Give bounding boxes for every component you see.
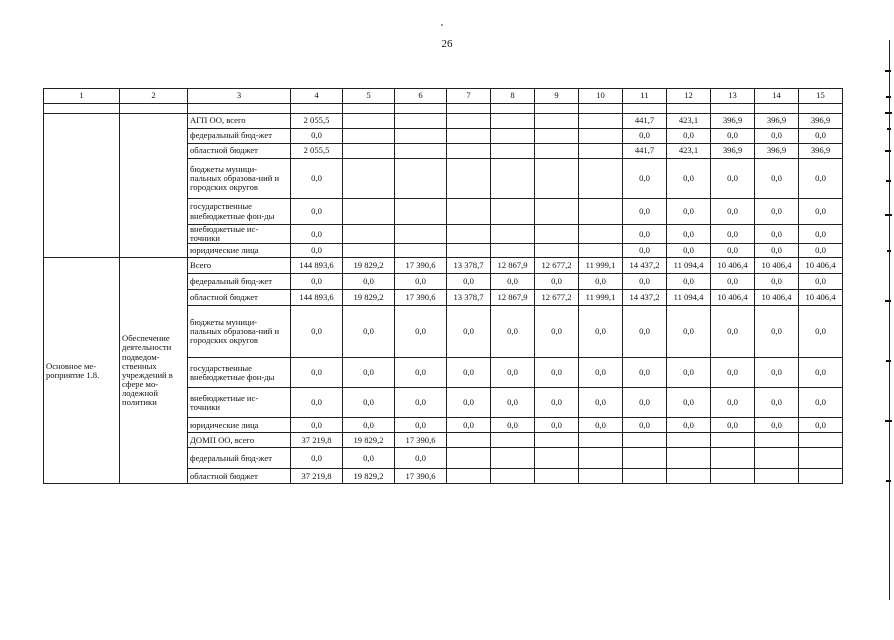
value-cell bbox=[623, 433, 667, 448]
value-cell: 0,0 bbox=[623, 159, 667, 199]
value-cell: 17 390,6 bbox=[395, 290, 447, 306]
value-cell bbox=[755, 448, 799, 469]
value-cell bbox=[535, 225, 579, 244]
value-cell: 396,9 bbox=[711, 114, 755, 129]
value-cell: 0,0 bbox=[491, 274, 535, 290]
value-cell bbox=[491, 225, 535, 244]
value-cell bbox=[343, 225, 395, 244]
value-cell bbox=[395, 114, 447, 129]
value-cell bbox=[491, 469, 535, 484]
value-cell: 11 094,4 bbox=[667, 290, 711, 306]
value-cell: 0,0 bbox=[667, 244, 711, 258]
value-cell bbox=[579, 199, 623, 225]
source-label: юридические лица bbox=[188, 244, 291, 258]
header-cell: 8 bbox=[491, 89, 535, 104]
value-cell: 0,0 bbox=[291, 244, 343, 258]
value-cell bbox=[491, 144, 535, 159]
value-cell: 423,1 bbox=[667, 144, 711, 159]
value-cell: 0,0 bbox=[799, 388, 843, 418]
value-cell: 0,0 bbox=[343, 418, 395, 433]
value-cell bbox=[447, 448, 491, 469]
value-cell bbox=[579, 448, 623, 469]
value-cell: 19 829,2 bbox=[343, 469, 395, 484]
value-cell bbox=[667, 469, 711, 484]
value-cell bbox=[491, 448, 535, 469]
source-label: областной бюджет bbox=[188, 469, 291, 484]
value-cell bbox=[579, 433, 623, 448]
value-cell: 37 219,8 bbox=[291, 469, 343, 484]
value-cell bbox=[535, 433, 579, 448]
blank-row bbox=[44, 104, 843, 114]
value-cell: 12 677,2 bbox=[535, 290, 579, 306]
value-cell: 0,0 bbox=[291, 388, 343, 418]
value-cell bbox=[343, 244, 395, 258]
value-cell: 19 829,2 bbox=[343, 433, 395, 448]
value-cell bbox=[395, 225, 447, 244]
value-cell: 0,0 bbox=[491, 388, 535, 418]
value-cell: 0,0 bbox=[291, 225, 343, 244]
value-cell: 13 378,7 bbox=[447, 290, 491, 306]
value-cell: 0,0 bbox=[343, 448, 395, 469]
header-cell: 4 bbox=[291, 89, 343, 104]
value-cell: 0,0 bbox=[623, 418, 667, 433]
source-label: юридические лица bbox=[188, 418, 291, 433]
value-cell: 10 406,4 bbox=[755, 290, 799, 306]
value-cell: 396,9 bbox=[799, 144, 843, 159]
value-cell: 0,0 bbox=[799, 358, 843, 388]
value-cell: 0,0 bbox=[623, 274, 667, 290]
source-label: бюджеты муници-пальных образова-ний и городских округов bbox=[188, 159, 291, 199]
header-cell: 10 bbox=[579, 89, 623, 104]
value-cell: 0,0 bbox=[447, 418, 491, 433]
value-cell: 0,0 bbox=[491, 358, 535, 388]
value-cell: 0,0 bbox=[667, 306, 711, 358]
value-cell: 0,0 bbox=[447, 274, 491, 290]
value-cell: 0,0 bbox=[755, 244, 799, 258]
scan-edge-marks bbox=[882, 0, 894, 640]
value-cell: 37 219,8 bbox=[291, 433, 343, 448]
value-cell: 0,0 bbox=[667, 225, 711, 244]
value-cell: 0,0 bbox=[623, 244, 667, 258]
value-cell bbox=[579, 225, 623, 244]
measure-purpose: Обеспечение деятельности подведом-ственных учреждений в сфере мо-лодежной политики bbox=[120, 258, 188, 484]
source-label: федеральный бюд-жет bbox=[188, 129, 291, 144]
value-cell: 0,0 bbox=[623, 306, 667, 358]
value-cell bbox=[447, 244, 491, 258]
value-cell bbox=[491, 199, 535, 225]
value-cell bbox=[491, 129, 535, 144]
value-cell: 423,1 bbox=[667, 114, 711, 129]
value-cell bbox=[799, 433, 843, 448]
value-cell: 10 406,4 bbox=[711, 258, 755, 274]
value-cell: 0,0 bbox=[291, 306, 343, 358]
value-cell: 2 055,5 bbox=[291, 114, 343, 129]
value-cell: 0,0 bbox=[711, 306, 755, 358]
budget-table bbox=[43, 88, 843, 484]
value-cell bbox=[667, 433, 711, 448]
value-cell: 0,0 bbox=[447, 358, 491, 388]
source-label: ДОМП ОО, всего bbox=[188, 433, 291, 448]
value-cell bbox=[799, 469, 843, 484]
value-cell: 0,0 bbox=[755, 388, 799, 418]
value-cell: 0,0 bbox=[711, 129, 755, 144]
value-cell: 10 406,4 bbox=[755, 258, 799, 274]
value-cell bbox=[395, 199, 447, 225]
value-cell bbox=[395, 144, 447, 159]
value-cell: 0,0 bbox=[623, 225, 667, 244]
header-cell: 6 bbox=[395, 89, 447, 104]
source-label: бюджеты муници-пальных образова-ний и городских округов bbox=[188, 306, 291, 358]
value-cell: 396,9 bbox=[755, 114, 799, 129]
value-cell: 144 893,6 bbox=[291, 290, 343, 306]
header-cell: 7 bbox=[447, 89, 491, 104]
source-label: федеральный бюд-жет bbox=[188, 274, 291, 290]
value-cell: 0,0 bbox=[799, 306, 843, 358]
value-cell: 0,0 bbox=[491, 306, 535, 358]
value-cell: 0,0 bbox=[535, 388, 579, 418]
value-cell bbox=[535, 448, 579, 469]
value-cell: 11 094,4 bbox=[667, 258, 711, 274]
value-cell bbox=[447, 144, 491, 159]
value-cell bbox=[447, 199, 491, 225]
value-cell: 0,0 bbox=[343, 306, 395, 358]
value-cell bbox=[711, 469, 755, 484]
value-cell: 0,0 bbox=[535, 418, 579, 433]
value-cell: 0,0 bbox=[291, 418, 343, 433]
value-cell bbox=[535, 114, 579, 129]
header-cell: 5 bbox=[343, 89, 395, 104]
measure-name: Основное ме-роприятие 1.8. bbox=[44, 258, 120, 484]
value-cell bbox=[535, 469, 579, 484]
value-cell: 441,7 bbox=[623, 114, 667, 129]
value-cell bbox=[491, 159, 535, 199]
value-cell bbox=[535, 159, 579, 199]
value-cell: 0,0 bbox=[711, 244, 755, 258]
value-cell: 0,0 bbox=[667, 418, 711, 433]
value-cell: 0,0 bbox=[711, 418, 755, 433]
source-label: областной бюджет bbox=[188, 144, 291, 159]
value-cell: 2 055,5 bbox=[291, 144, 343, 159]
value-cell: 0,0 bbox=[291, 274, 343, 290]
source-label: Всего bbox=[188, 258, 291, 274]
value-cell: 0,0 bbox=[623, 199, 667, 225]
value-cell bbox=[623, 469, 667, 484]
value-cell bbox=[535, 199, 579, 225]
value-cell bbox=[447, 469, 491, 484]
value-cell: 0,0 bbox=[667, 274, 711, 290]
header-cell: 11 bbox=[623, 89, 667, 104]
value-cell: 0,0 bbox=[395, 418, 447, 433]
value-cell: 0,0 bbox=[755, 199, 799, 225]
value-cell: 0,0 bbox=[667, 129, 711, 144]
value-cell: 0,0 bbox=[799, 418, 843, 433]
value-cell: 12 867,9 bbox=[491, 258, 535, 274]
header-cell: 12 bbox=[667, 89, 711, 104]
value-cell bbox=[447, 225, 491, 244]
value-cell: 17 390,6 bbox=[395, 258, 447, 274]
source-label: государственные внебюджетные фон-ды bbox=[188, 358, 291, 388]
value-cell: 0,0 bbox=[491, 418, 535, 433]
source-label: внебюджетные ис-точники bbox=[188, 225, 291, 244]
value-cell bbox=[343, 159, 395, 199]
header-row bbox=[44, 89, 843, 104]
value-cell bbox=[395, 129, 447, 144]
value-cell bbox=[395, 244, 447, 258]
value-cell: 17 390,6 bbox=[395, 433, 447, 448]
value-cell bbox=[343, 199, 395, 225]
value-cell: 11 999,1 bbox=[579, 290, 623, 306]
value-cell: 0,0 bbox=[579, 418, 623, 433]
value-cell: 0,0 bbox=[799, 244, 843, 258]
value-cell: 0,0 bbox=[711, 199, 755, 225]
value-cell: 441,7 bbox=[623, 144, 667, 159]
value-cell: 0,0 bbox=[395, 274, 447, 290]
source-label: областной бюджет bbox=[188, 290, 291, 306]
value-cell: 0,0 bbox=[535, 274, 579, 290]
value-cell: 17 390,6 bbox=[395, 469, 447, 484]
purpose-cell-empty bbox=[120, 114, 188, 258]
value-cell bbox=[711, 448, 755, 469]
value-cell: 14 437,2 bbox=[623, 258, 667, 274]
value-cell: 0,0 bbox=[667, 388, 711, 418]
value-cell: 0,0 bbox=[291, 448, 343, 469]
value-cell: 0,0 bbox=[343, 358, 395, 388]
value-cell: 0,0 bbox=[711, 388, 755, 418]
value-cell bbox=[491, 114, 535, 129]
value-cell bbox=[579, 244, 623, 258]
value-cell bbox=[447, 129, 491, 144]
value-cell: 0,0 bbox=[755, 418, 799, 433]
value-cell: 0,0 bbox=[579, 388, 623, 418]
value-cell: 0,0 bbox=[447, 388, 491, 418]
value-cell: 0,0 bbox=[579, 358, 623, 388]
value-cell bbox=[535, 244, 579, 258]
value-cell bbox=[579, 469, 623, 484]
table-row bbox=[44, 114, 843, 129]
value-cell bbox=[535, 144, 579, 159]
value-cell: 0,0 bbox=[799, 129, 843, 144]
measure-cell-empty bbox=[44, 114, 120, 258]
value-cell bbox=[395, 159, 447, 199]
value-cell: 0,0 bbox=[711, 358, 755, 388]
value-cell: 10 406,4 bbox=[799, 290, 843, 306]
value-cell bbox=[799, 448, 843, 469]
value-cell: 0,0 bbox=[395, 388, 447, 418]
header-cell: 15 bbox=[799, 89, 843, 104]
source-label: внебюджетные ис-точники bbox=[188, 388, 291, 418]
value-cell bbox=[579, 159, 623, 199]
value-cell: 13 378,7 bbox=[447, 258, 491, 274]
value-cell: 0,0 bbox=[799, 159, 843, 199]
value-cell: 10 406,4 bbox=[711, 290, 755, 306]
value-cell bbox=[755, 469, 799, 484]
value-cell: 0,0 bbox=[447, 306, 491, 358]
value-cell: 0,0 bbox=[579, 274, 623, 290]
value-cell bbox=[447, 114, 491, 129]
value-cell bbox=[491, 244, 535, 258]
value-cell bbox=[343, 129, 395, 144]
value-cell: 0,0 bbox=[799, 225, 843, 244]
value-cell: 0,0 bbox=[343, 388, 395, 418]
value-cell: 0,0 bbox=[291, 159, 343, 199]
value-cell: 0,0 bbox=[755, 225, 799, 244]
value-cell: 0,0 bbox=[395, 358, 447, 388]
value-cell: 0,0 bbox=[623, 388, 667, 418]
value-cell: 0,0 bbox=[291, 129, 343, 144]
value-cell: 144 893,6 bbox=[291, 258, 343, 274]
value-cell: 0,0 bbox=[667, 199, 711, 225]
value-cell: 396,9 bbox=[711, 144, 755, 159]
value-cell bbox=[579, 114, 623, 129]
value-cell: 396,9 bbox=[755, 144, 799, 159]
value-cell: 0,0 bbox=[343, 274, 395, 290]
value-cell: 14 437,2 bbox=[623, 290, 667, 306]
value-cell bbox=[447, 159, 491, 199]
value-cell: 0,0 bbox=[667, 358, 711, 388]
value-cell: 0,0 bbox=[711, 225, 755, 244]
value-cell: 0,0 bbox=[799, 199, 843, 225]
value-cell: 0,0 bbox=[579, 306, 623, 358]
value-cell: 0,0 bbox=[755, 358, 799, 388]
header-cell: 2 bbox=[120, 89, 188, 104]
value-cell: 19 829,2 bbox=[343, 290, 395, 306]
value-cell bbox=[343, 144, 395, 159]
value-cell bbox=[535, 129, 579, 144]
source-label: АГП ОО, всего bbox=[188, 114, 291, 129]
value-cell bbox=[755, 433, 799, 448]
value-cell: 0,0 bbox=[667, 159, 711, 199]
value-cell bbox=[667, 448, 711, 469]
value-cell: 0,0 bbox=[291, 199, 343, 225]
value-cell bbox=[447, 433, 491, 448]
source-label: федеральный бюд-жет bbox=[188, 448, 291, 469]
value-cell: 11 999,1 bbox=[579, 258, 623, 274]
value-cell bbox=[491, 433, 535, 448]
value-cell: 0,0 bbox=[395, 448, 447, 469]
value-cell: 0,0 bbox=[623, 358, 667, 388]
value-cell: 10 406,4 bbox=[799, 258, 843, 274]
scan-speck bbox=[441, 24, 443, 26]
value-cell: 0,0 bbox=[535, 358, 579, 388]
table-row bbox=[44, 258, 843, 274]
header-cell: 13 bbox=[711, 89, 755, 104]
value-cell: 0,0 bbox=[711, 159, 755, 199]
header-cell: 9 bbox=[535, 89, 579, 104]
value-cell: 0,0 bbox=[291, 358, 343, 388]
header-cell: 1 bbox=[44, 89, 120, 104]
value-cell: 0,0 bbox=[623, 129, 667, 144]
value-cell: 396,9 bbox=[799, 114, 843, 129]
value-cell: 0,0 bbox=[755, 159, 799, 199]
value-cell: 0,0 bbox=[535, 306, 579, 358]
value-cell bbox=[579, 144, 623, 159]
value-cell: 0,0 bbox=[755, 306, 799, 358]
value-cell bbox=[711, 433, 755, 448]
value-cell: 0,0 bbox=[755, 274, 799, 290]
value-cell: 12 867,9 bbox=[491, 290, 535, 306]
page-number: 26 bbox=[441, 38, 453, 50]
value-cell: 0,0 bbox=[711, 274, 755, 290]
source-label: государственные внебюджетные фон-ды bbox=[188, 199, 291, 225]
value-cell: 0,0 bbox=[799, 274, 843, 290]
value-cell: 12 677,2 bbox=[535, 258, 579, 274]
header-cell: 14 bbox=[755, 89, 799, 104]
value-cell bbox=[579, 129, 623, 144]
header-cell: 3 bbox=[188, 89, 291, 104]
value-cell bbox=[623, 448, 667, 469]
value-cell bbox=[343, 114, 395, 129]
value-cell: 19 829,2 bbox=[343, 258, 395, 274]
value-cell: 0,0 bbox=[395, 306, 447, 358]
value-cell: 0,0 bbox=[755, 129, 799, 144]
